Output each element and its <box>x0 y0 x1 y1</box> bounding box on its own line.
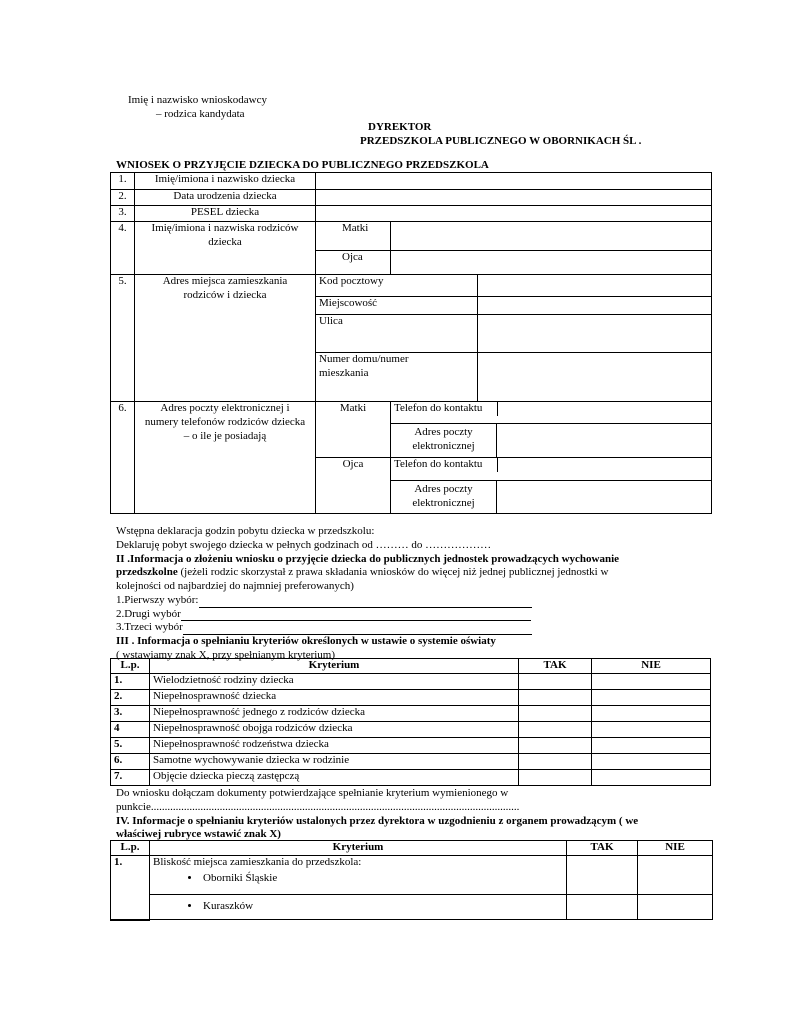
table-row <box>111 895 713 920</box>
yes-cell[interactable] <box>567 856 638 895</box>
field-label: Adres miejsca zamieszkania rodziców i dziecka <box>135 275 316 402</box>
field-label: Imię/imiona i nazwisko dziecka <box>135 173 316 190</box>
row-number: 6. <box>111 402 135 514</box>
row-number: 1. <box>111 674 150 690</box>
city-field[interactable] <box>478 297 712 315</box>
table-row <box>111 674 711 690</box>
first-choice-field[interactable] <box>199 596 532 608</box>
field-label: Data urodzenia dziecka <box>135 190 316 206</box>
declaration-block <box>116 525 676 663</box>
contact-line <box>391 458 712 481</box>
section3-title: III . Informacja o spełnianiu kryteriów określonych w ustawie o systemie oświaty <box>116 635 496 647</box>
father-label: Ojca <box>316 458 391 514</box>
applicant-caption <box>128 94 267 122</box>
table-header-row <box>111 659 711 674</box>
table-row <box>111 190 712 206</box>
mother-phone-field[interactable] <box>497 402 708 416</box>
father-phone-field[interactable] <box>497 458 708 472</box>
mother-name-field[interactable] <box>391 222 712 251</box>
row-number: 6. <box>111 754 150 770</box>
table-row <box>111 706 711 722</box>
no-cell[interactable] <box>592 690 711 706</box>
father-label: Ojca <box>316 251 391 275</box>
addressee-institution: PRZEDSZKOLA PUBLICZNEGO W OBORNIKACH ŚL . <box>360 134 642 147</box>
no-cell[interactable] <box>592 674 711 690</box>
yes-header: TAK <box>519 659 592 674</box>
field-label: Imię/imiona i nazwiska rodziców dziecka <box>135 222 316 275</box>
contact-line <box>391 481 712 514</box>
no-header: NIE <box>638 841 713 856</box>
phone-label: Telefon do kontaktu <box>394 402 483 414</box>
no-cell[interactable] <box>592 770 711 786</box>
row-number: 5. <box>111 738 150 754</box>
pesel-field[interactable] <box>316 206 712 222</box>
table-row <box>111 754 711 770</box>
addressee-title: DYREKTOR <box>368 121 432 133</box>
attachments-note: Do wniosku dołączam dokumenty potwierdzające spełnianie kryterium wymienionego w <box>116 787 509 799</box>
option-kuraszkow: • Kuraszków <box>201 900 563 914</box>
section2-note: (jeżeli rodzic skorzystał z prawa składania wniosków do więcej niż jednej publicznej jednostki w <box>177 566 609 579</box>
table-row <box>111 722 711 738</box>
criterion-text: Samotne wychowywanie dziecka w rodzinie <box>150 754 519 770</box>
section4-title: IV. Informacje o spełnianiu kryteriów ustalonych przez dyrektora w uzgodnieniu z organem prowadzącym ( we <box>116 814 639 827</box>
row-number: 5. <box>111 275 135 402</box>
row-number: 3. <box>111 706 150 722</box>
no-cell[interactable] <box>638 895 713 920</box>
row-number: 2. <box>111 690 150 706</box>
row-number: 1. <box>111 173 135 190</box>
table-row <box>111 770 711 786</box>
criterion-text: Niepełnosprawność dziecka <box>150 690 519 706</box>
second-choice-label: 2.Drugi wybór <box>116 607 181 620</box>
house-number-field[interactable] <box>478 353 712 402</box>
criterion-header: Kryterium <box>150 659 519 674</box>
row-number: 1. <box>111 856 150 920</box>
third-choice-field[interactable] <box>183 623 532 635</box>
yes-cell[interactable] <box>519 770 592 786</box>
table-row <box>111 856 713 895</box>
yes-cell[interactable] <box>519 722 592 738</box>
applicant-role-label: – rodzica kandydata <box>156 107 245 120</box>
second-choice-field[interactable] <box>181 609 531 621</box>
declaration-heading: Wstępna deklaracja godzin pobytu dziecka w przedszkolu: <box>116 525 375 537</box>
mother-label: Matki <box>316 402 391 458</box>
applicant-data-table <box>110 172 712 514</box>
attachments-point-field: punkcie...................................................................................................................................... <box>116 800 520 813</box>
criterion-text: Niepełnosprawność jednego z rodziców dziecka <box>150 706 519 722</box>
mother-email-field[interactable] <box>496 424 711 457</box>
yes-cell[interactable] <box>567 895 638 920</box>
street-label: Ulica <box>316 315 478 353</box>
statutory-criteria-table <box>110 658 711 786</box>
criterion-cell <box>150 856 567 895</box>
addressee <box>360 121 642 149</box>
row-number: 7. <box>111 770 150 786</box>
criterion-cell <box>150 895 567 920</box>
yes-header: TAK <box>567 841 638 856</box>
street-field[interactable] <box>478 315 712 353</box>
postal-code-field[interactable] <box>478 275 712 297</box>
contact-line <box>391 402 712 424</box>
table-row <box>111 222 712 251</box>
yes-cell[interactable] <box>519 690 592 706</box>
option-oborniki: • Oborniki Śląskie <box>201 872 563 886</box>
first-choice-label: 1.Pierwszy wybór: <box>116 593 199 606</box>
table-row <box>111 402 712 424</box>
section2-title: II .Informacja o złożeniu wniosku o przyjęcie dziecka do publicznych jednostek prowadzących wychowanie <box>116 552 620 565</box>
criterion-text: Objęcie dziecka pieczą zastępczą <box>150 770 519 786</box>
row-number: 4 <box>111 722 150 738</box>
criterion-text: Wielodzietność rodziny dziecka <box>150 674 519 690</box>
table-row <box>111 275 712 297</box>
lp-header: L.p. <box>111 841 150 856</box>
email-label: Adres poczty elektronicznej <box>412 426 475 452</box>
contact-line <box>391 424 712 458</box>
no-header: NIE <box>592 659 711 674</box>
table-header-row <box>111 841 713 856</box>
director-criteria-table <box>110 840 713 921</box>
yes-cell[interactable] <box>519 738 592 754</box>
mother-label: Matki <box>316 222 391 251</box>
applicant-name-label: Imię i nazwisko wnioskodawcy <box>128 94 267 106</box>
lp-header: L.p. <box>111 659 150 674</box>
yes-cell[interactable] <box>519 754 592 770</box>
section2-title-end: przedszkolne <box>116 566 178 579</box>
section2-note-end: kolejności od najbardziej do najmniej preferowanych) <box>116 580 354 592</box>
section3-note: ( wstawiamy znak X, przy spełnianym kryterium) <box>116 648 336 661</box>
table-row <box>111 690 711 706</box>
father-email-field[interactable] <box>496 481 711 513</box>
criterion-text: Niepełnosprawność obojga rodziców dziecka <box>150 722 519 738</box>
no-cell[interactable] <box>592 722 711 738</box>
house-number-label: Numer domu/numer mieszkania <box>316 353 478 402</box>
criterion-header: Kryterium <box>150 841 567 856</box>
table-row <box>111 173 712 190</box>
city-label: Miejscowość <box>316 297 478 315</box>
third-choice-label: 3.Trzeci wybór <box>116 621 183 634</box>
table-row <box>111 206 712 222</box>
email-label: Adres poczty elektronicznej <box>412 483 475 509</box>
postal-code-label: Kod pocztowy <box>316 275 478 297</box>
field-label: Adres poczty elektronicznej i numery telefonów rodziców dziecka – o ile je posiadają <box>135 402 316 514</box>
table-row <box>111 738 711 754</box>
child-name-field[interactable] <box>316 173 712 190</box>
yes-cell[interactable] <box>519 674 592 690</box>
row-number: 4. <box>111 222 135 275</box>
no-cell[interactable] <box>638 856 713 895</box>
declaration-hours: Deklaruję pobyt swojego dziecka w pełnych godzinach od ……… do ……………… <box>116 538 492 551</box>
no-cell[interactable] <box>592 754 711 770</box>
form-title: WNIOSEK O PRZYJĘCIE DZIECKA DO PUBLICZNEGO PRZEDSZKOLA <box>116 159 489 171</box>
yes-cell[interactable] <box>519 706 592 722</box>
row-number: 2. <box>111 190 135 206</box>
row-number: 3. <box>111 206 135 222</box>
no-cell[interactable] <box>592 738 711 754</box>
criterion-text: Niepełnosprawność rodzeństwa dziecka <box>150 738 519 754</box>
phone-label: Telefon do kontaktu <box>394 458 483 470</box>
field-label: PESEL dziecka <box>135 206 316 222</box>
criterion-text: Bliskość miejsca zamieszkania do przedszkola: <box>153 856 362 868</box>
attachments-block <box>116 787 676 842</box>
section4-title-end: właściwej rubryce wstawić znak X) <box>116 828 281 841</box>
no-cell[interactable] <box>592 706 711 722</box>
father-name-field[interactable] <box>391 251 712 275</box>
birth-date-field[interactable] <box>316 190 712 206</box>
